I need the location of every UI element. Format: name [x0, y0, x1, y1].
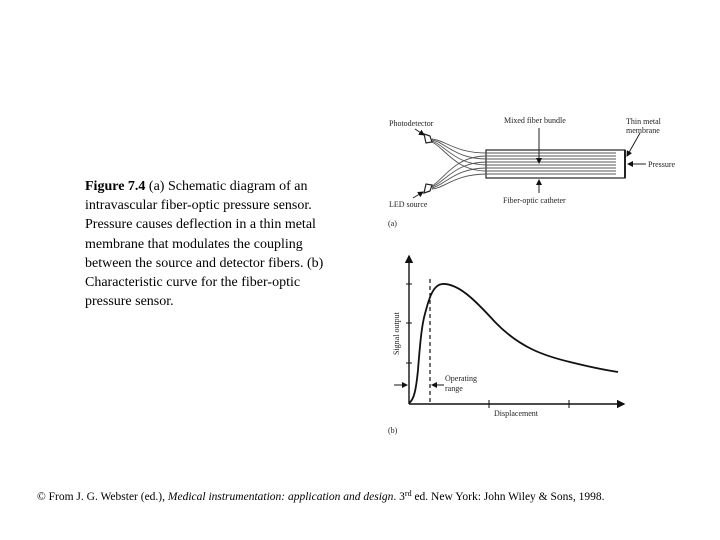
citation-prefix: © From J. G. Webster (ed.), — [37, 491, 168, 503]
photodetector-icon — [424, 134, 432, 143]
citation — [37, 489, 605, 503]
catheter-label: Fiber-optic catheter — [503, 196, 566, 205]
chart-panel-b — [394, 256, 624, 408]
citation-edition: . 3 — [393, 491, 405, 503]
led-source-label: LED source — [389, 200, 428, 209]
operating-label: Operating — [445, 374, 477, 383]
y-axis-label: Signal output — [392, 312, 401, 355]
citation-suffix: ed. New York: John Wiley & Sons, 1998. — [411, 491, 605, 503]
range-label: range — [445, 384, 463, 393]
photodetector-label: Photodetector — [389, 119, 434, 128]
x-axis-label: Displacement — [494, 409, 538, 418]
membrane-label: membrane — [626, 126, 660, 135]
pressure-label: Pressure — [648, 160, 676, 169]
led-icon — [424, 184, 432, 193]
panel-b-label: (b) — [388, 426, 398, 435]
caption-text: (a) Schematic diagram of an intravascular fiber-optic pressure sensor. Pressure causes deflection in a thin metal membrane that modulates the coupling between the source and detector fibers. (b) Characteristic curve for the fiber-optic pressure sensor. — [85, 179, 324, 310]
schematic-panel-a — [413, 128, 646, 198]
figure-label: Figure 7.4 — [85, 179, 146, 194]
panel-a-label: (a) — [388, 219, 397, 228]
mixed-fiber-bundle-label: Mixed fiber bundle — [504, 116, 566, 125]
citation-title: Medical instrumentation: application and design — [167, 491, 394, 503]
thin-metal-label: Thin metal — [626, 117, 661, 126]
citation-edition-sup: rd — [404, 489, 412, 498]
fiber-bundle — [432, 139, 616, 189]
